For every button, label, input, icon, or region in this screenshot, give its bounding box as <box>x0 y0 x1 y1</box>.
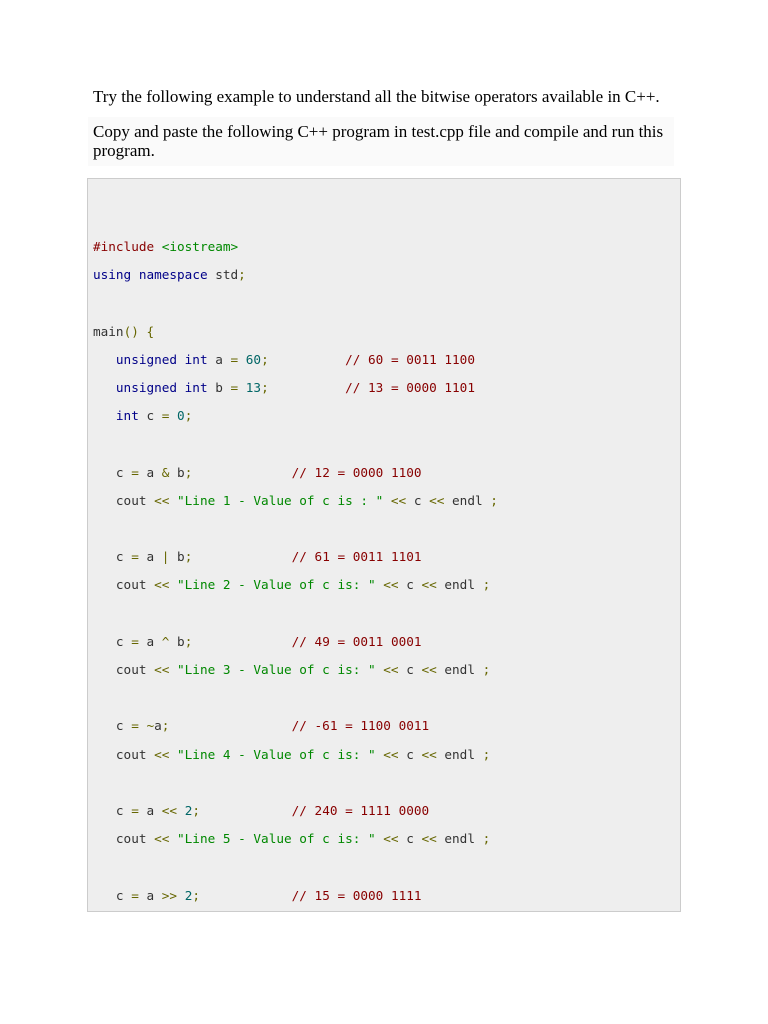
code-token: unsigned <box>115 351 178 367</box>
code-token <box>93 352 116 367</box>
code-token: << <box>421 746 437 762</box>
code-token: << <box>421 831 437 847</box>
code-token <box>192 634 291 649</box>
code-token: "Line 2 - Value of c is: " <box>177 577 376 593</box>
code-token: a <box>138 887 162 903</box>
code-line <box>93 351 475 369</box>
code-line <box>93 802 429 820</box>
code-line <box>93 407 192 425</box>
code-token: = <box>131 803 139 818</box>
code-token: "Line 4 - Value of c is: " <box>177 746 376 762</box>
code-token: << <box>154 662 170 677</box>
code-token: << <box>154 746 170 762</box>
code-token: ; <box>490 492 498 508</box>
code-token: // 60 = 0011 1100 <box>345 351 475 367</box>
code-token: << <box>383 831 399 847</box>
code-token: ; <box>161 718 170 734</box>
code-token: cout <box>93 577 155 593</box>
code-line <box>93 379 475 397</box>
code-token <box>169 747 177 762</box>
code-token: ; <box>482 577 491 593</box>
code-token <box>93 408 116 423</box>
code-token: c <box>93 803 132 818</box>
code-token <box>238 352 246 367</box>
code-line <box>93 464 422 482</box>
code-token <box>169 718 291 733</box>
code-token: ; <box>184 408 193 424</box>
code-token: 60 <box>245 351 262 367</box>
code-token: a <box>138 549 162 565</box>
code-token <box>383 493 391 508</box>
code-token <box>169 493 177 508</box>
code-token: ; <box>192 803 200 818</box>
code-block <box>87 178 681 912</box>
code-token: ; <box>261 380 269 395</box>
code-token: << <box>383 577 399 593</box>
code-token: ; <box>482 831 491 847</box>
code-line <box>93 548 422 566</box>
code-token: c <box>138 408 162 424</box>
code-token: = <box>131 549 139 565</box>
code-token: "Line 1 - Value of c is : " <box>177 492 384 508</box>
code-token: 0 <box>177 408 185 424</box>
code-line <box>93 576 490 594</box>
code-token: << <box>154 492 170 508</box>
code-token: 2 <box>184 803 193 818</box>
code-token: main <box>93 323 124 339</box>
code-token <box>200 803 292 818</box>
code-token <box>269 380 345 395</box>
code-token: // 15 = 0000 1111 <box>291 887 422 903</box>
code-token <box>169 831 177 846</box>
code-token: ; <box>482 662 491 677</box>
code-token: 13 <box>245 380 262 395</box>
code-token: << <box>383 746 399 762</box>
code-token: namespace <box>138 267 208 283</box>
code-token: cout <box>93 746 155 762</box>
code-token: c <box>93 549 132 565</box>
code-token: c <box>398 577 422 593</box>
code-token: << <box>154 831 170 847</box>
code-token: = <box>230 351 239 367</box>
code-token: endl <box>436 662 483 677</box>
code-token: | <box>161 549 170 565</box>
code-token: { <box>146 323 155 339</box>
code-token: () <box>123 323 139 339</box>
code-token: << <box>421 577 437 593</box>
code-token: c <box>93 887 132 903</box>
code-token <box>177 380 185 395</box>
instruction-paragraph: Copy and paste the following C++ program in test.cpp file and compile and run this program. <box>88 117 674 166</box>
code-line <box>93 717 429 735</box>
code-token: ~ <box>146 718 155 734</box>
code-token: = <box>161 408 170 424</box>
code-token: a <box>138 803 162 818</box>
code-token: ; <box>192 887 200 903</box>
code-token: c <box>406 492 430 508</box>
code-token <box>269 352 345 367</box>
code-token: c <box>93 718 132 734</box>
code-token: ; <box>184 633 193 649</box>
code-token <box>177 803 185 818</box>
code-line <box>93 492 498 510</box>
code-token: a <box>138 464 162 480</box>
code-token: << <box>390 492 407 508</box>
code-token: endl <box>436 577 483 593</box>
code-line <box>93 661 490 679</box>
code-token: // 13 = 0000 1101 <box>345 380 475 395</box>
code-token: cout <box>93 662 155 677</box>
code-token: b <box>169 633 185 649</box>
code-token: // 49 = 0011 0001 <box>291 633 422 649</box>
code-token: << <box>161 803 178 818</box>
code-token: a <box>154 718 162 734</box>
code-token: unsigned <box>115 380 178 395</box>
code-token: // 61 = 0011 1101 <box>291 549 422 565</box>
code-token: = <box>131 464 139 480</box>
code-token: a <box>138 633 162 649</box>
code-token: ; <box>238 267 246 283</box>
code-token: a <box>207 351 231 367</box>
code-token: "Line 5 - Value of c is: " <box>177 831 376 847</box>
code-token: endl <box>436 746 483 762</box>
code-token: c <box>398 662 422 677</box>
code-token: int <box>184 351 208 367</box>
code-line <box>93 887 422 905</box>
code-token: = <box>131 633 139 649</box>
code-token: & <box>161 464 170 480</box>
code-line <box>93 266 246 284</box>
code-token: << <box>154 577 170 593</box>
code-token: << <box>421 662 437 677</box>
code-token: ; <box>184 464 193 480</box>
code-token: "Line 3 - Value of c is: " <box>177 662 376 677</box>
code-token: c <box>93 464 132 480</box>
code-token: int <box>184 380 208 395</box>
code-token: std <box>207 267 239 283</box>
code-token: b <box>207 380 231 395</box>
code-token <box>169 662 177 677</box>
code-token: ; <box>261 351 269 367</box>
code-line <box>93 323 154 341</box>
code-token <box>169 408 177 423</box>
code-token <box>177 352 185 367</box>
code-token: cout <box>93 492 155 508</box>
code-token: >> <box>161 887 178 903</box>
code-token: endl <box>436 831 483 847</box>
code-line <box>93 238 238 256</box>
code-token: << <box>429 492 445 508</box>
code-token <box>169 577 177 592</box>
code-token: // 240 = 1111 0000 <box>291 803 430 818</box>
code-line <box>93 746 490 764</box>
code-token <box>192 465 291 480</box>
code-line <box>93 633 422 651</box>
code-token <box>238 380 246 395</box>
code-token <box>131 267 139 282</box>
code-token: endl <box>444 492 491 508</box>
code-token: using <box>93 267 132 283</box>
code-token: b <box>169 464 185 480</box>
code-token: c <box>398 831 422 847</box>
code-token: ; <box>482 746 491 762</box>
code-token <box>93 380 116 395</box>
code-token: <iostream> <box>161 239 239 254</box>
code-token: int <box>115 408 139 424</box>
code-token <box>200 888 292 903</box>
code-token: ^ <box>161 633 170 649</box>
code-token: = <box>230 380 239 395</box>
code-line <box>93 830 490 848</box>
code-token: b <box>169 549 185 565</box>
code-token: c <box>398 746 422 762</box>
code-token <box>177 888 185 903</box>
code-token: = <box>131 887 139 903</box>
code-token: c <box>93 633 132 649</box>
code-token: = <box>131 718 139 734</box>
code-token: 2 <box>184 887 193 903</box>
code-token: #include <box>93 239 155 254</box>
code-token <box>192 549 291 564</box>
code-token: cout <box>93 831 155 847</box>
code-token <box>154 239 162 254</box>
code-token: // 12 = 0000 1100 <box>291 464 422 480</box>
code-token: // -61 = 1100 0011 <box>291 718 430 734</box>
code-token: << <box>383 662 399 677</box>
code-token: ; <box>184 549 193 565</box>
intro-paragraph: Try the following example to understand all the bitwise operators available in C++. <box>93 87 660 106</box>
